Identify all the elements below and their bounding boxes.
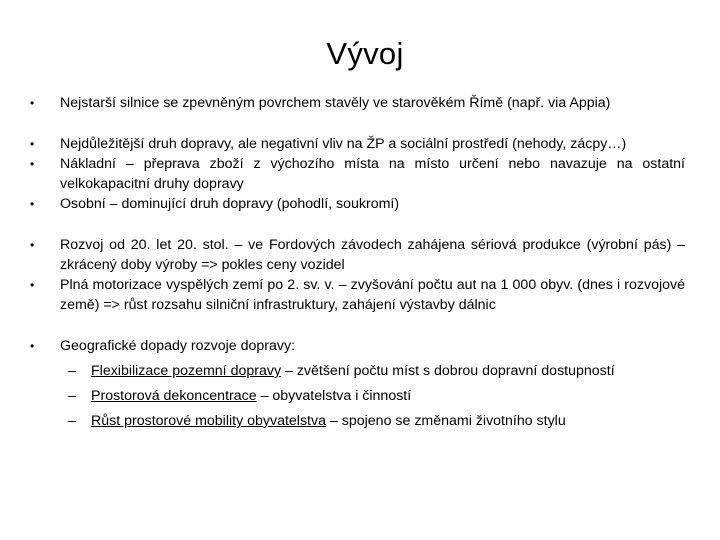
sub-item-term: Prostorová dekoncentrace [91,388,257,404]
sub-item-text [91,411,685,431]
dash-icon: – [68,413,76,429]
bullet-item [30,235,685,275]
bullet-icon: • [30,238,35,252]
bullet-item [30,275,685,315]
bullet-icon: • [30,96,35,110]
slide-title: Vývoj [326,36,404,71]
sub-item-text [91,361,685,381]
sub-item [30,361,685,381]
bullet-icon: • [30,278,35,292]
bullet-text: Nákladní – přeprava zboží z výchozího místa na místo určení nebo navazuje na ostatní velkokapacitní druhy dopravy [60,156,685,192]
sub-item-rest: – zvětšení počtu míst s dobrou dopravní dostupností [281,363,615,379]
bullet-group-4 [30,336,685,431]
dash-icon: – [68,363,76,379]
bullet-icon: • [30,339,35,353]
bullet-group-1 [30,93,685,113]
bullet-item [30,154,685,194]
bullet-item [30,134,685,154]
bullet-text: Geografické dopady rozvoje dopravy: [60,338,296,354]
dash-icon: – [68,388,76,404]
bullet-icon: • [30,197,35,211]
bullet-item [30,336,685,356]
bullet-item [30,194,685,214]
sub-item-term: Flexibilizace pozemní dopravy [91,363,282,379]
sub-item [30,386,685,406]
bullet-text: Nejstarší silnice se zpevněným povrchem stavěly ve starověkém Římě (např. via Appia) [60,95,611,111]
bullet-text: Plná motorizace vyspělých zemí po 2. sv. v. – zvyšování počtu aut na 1 000 obyv. (dnes i rozvojové země) => růst rozsahu silniční infrastruktury, zahájení výstavby dálnic [60,277,685,313]
sub-item-rest: – spojeno se změnami životního stylu [325,413,566,429]
bullet-icon: • [30,137,35,151]
sub-item-rest: – obyvatelstva i činností [256,388,412,404]
bullet-group-3 [30,235,685,315]
bullet-text: Nejdůležitější druh dopravy, ale negativní vliv na ŽP a sociální prostředí (nehody, zácpy…) [60,136,627,152]
bullet-text: Rozvoj od 20. let 20. stol. – ve Fordových závodech zahájena sériová produkce (výrobní pás) – zkrácený doby výroby => pokles ceny vozidel [60,237,685,273]
bullet-text: Osobní – dominující druh dopravy (pohodlí, soukromí) [60,196,400,212]
sub-item [30,411,685,431]
bullet-group-2 [30,134,685,214]
sub-item-term: Růst prostorové mobility obyvatelstva [91,413,326,429]
bullet-list [30,93,685,431]
sub-item-text [91,386,685,406]
bullet-icon: • [30,157,35,171]
bullet-item [30,93,685,113]
